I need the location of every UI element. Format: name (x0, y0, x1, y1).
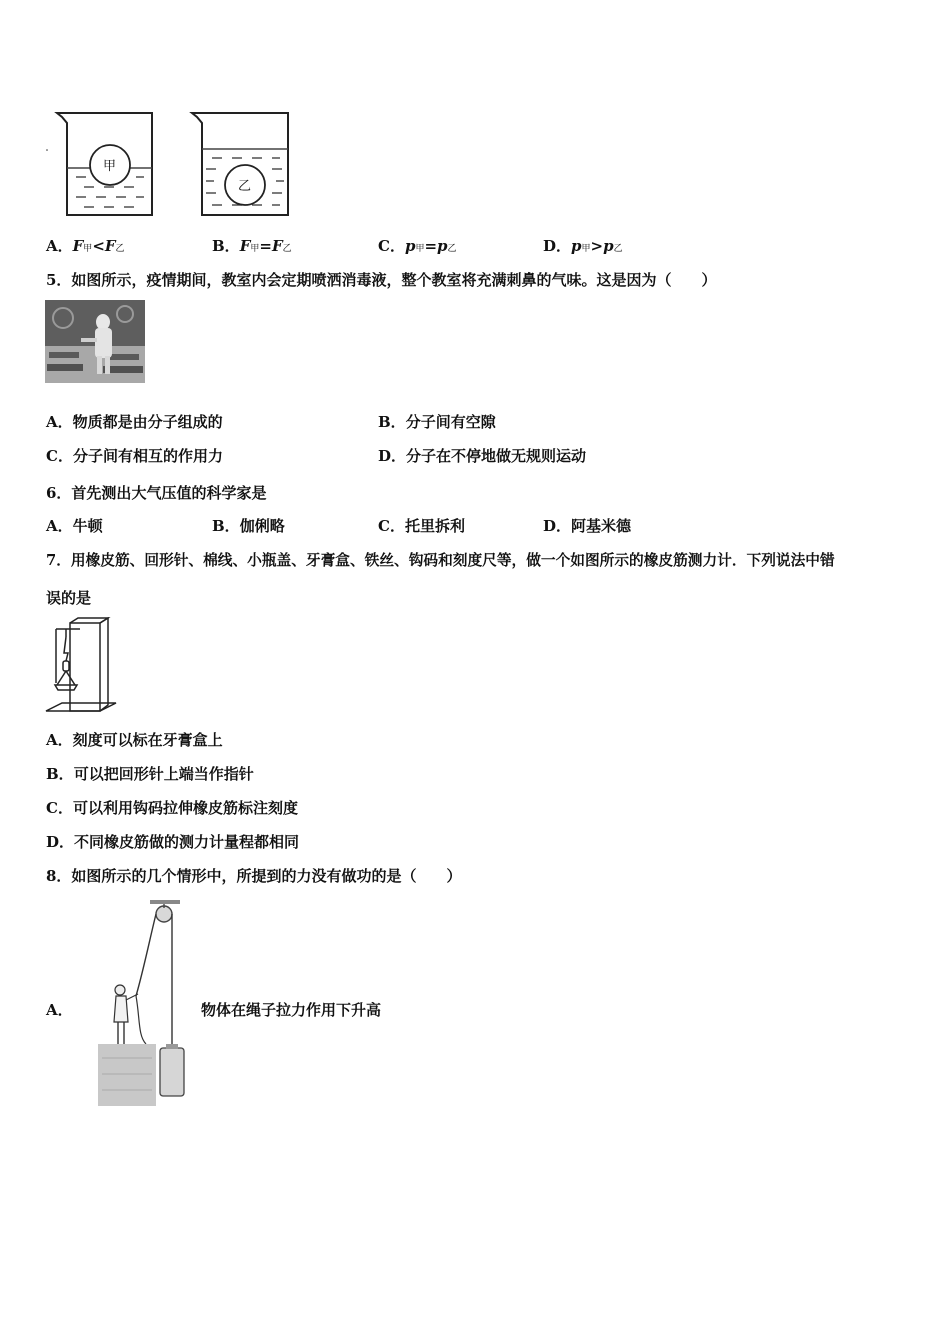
q8-stem: 8．如图所示的几个情形中，所提到的力没有做功的是（ ） (46, 867, 462, 885)
q7-stem-line1: 7．用橡皮筋、回形针、棉线、小瓶盖、牙膏盒、铁丝、钩码和刻度尺等，做一个如图所示的橡皮筋测力计．下列说法中错 (46, 552, 835, 569)
beaker-a-label: 甲 (103, 159, 117, 174)
q7-option-d[interactable]: D．不同橡皮筋做的测力计量程都相同 (46, 833, 300, 851)
q8-option-a-letter[interactable]: A． (46, 1001, 73, 1019)
q7-option-b[interactable]: B．可以把回形针上端当作指针 (46, 765, 254, 783)
spring-scale-diagram (42, 617, 122, 719)
q5-stem: 5．如图所示，疫情期间，教室内会定期喷洒消毒液，整个教室将充满刺鼻的气味。这是因为（ ） (46, 271, 717, 289)
q5-option-d[interactable]: D．分子在不停地做无规则运动 (378, 447, 587, 465)
q7-option-a[interactable]: A．刻度可以标在牙膏盒上 (46, 731, 223, 749)
q6-option-b[interactable]: B．伽俐略 (212, 517, 285, 535)
q6-option-a[interactable]: A．牛顿 (46, 517, 103, 535)
q7-option-c[interactable]: C．可以利用钩码拉伸橡皮筋标注刻度 (46, 799, 298, 817)
classroom-image (45, 300, 145, 383)
q5-classroom-photo (45, 300, 145, 383)
q4-option-a[interactable]: A．F甲<F乙 (46, 237, 125, 255)
q4-figure (40, 105, 300, 225)
q8-option-a-figure (94, 898, 196, 1108)
q5-option-c[interactable]: C．分子间有相互的作用力 (46, 447, 223, 465)
q4-option-c[interactable]: C．p甲=p乙 (378, 237, 457, 255)
q5-option-b[interactable]: B．分子间有空隙 (378, 413, 496, 431)
pulley-lifting-image (94, 898, 196, 1108)
q6-stem: 6．首先测出大气压值的科学家是 (46, 484, 267, 502)
q5-option-a[interactable]: A．物质都是由分子组成的 (46, 413, 223, 431)
q7-stem-line2: 误的是 (46, 589, 92, 607)
q7-figure (42, 617, 122, 719)
q6-option-d[interactable]: D．阿基米德 (543, 517, 632, 535)
q8-option-a-text: 物体在绳子拉力作用下升高 (201, 1001, 382, 1019)
beakers-diagram (40, 105, 300, 225)
q4-option-b[interactable]: B．F甲=F乙 (212, 237, 292, 255)
q4-option-d[interactable]: D．p甲>p乙 (543, 237, 623, 255)
beaker-b-label: 乙 (238, 179, 252, 194)
q6-option-c[interactable]: C．托里拆利 (378, 517, 465, 535)
